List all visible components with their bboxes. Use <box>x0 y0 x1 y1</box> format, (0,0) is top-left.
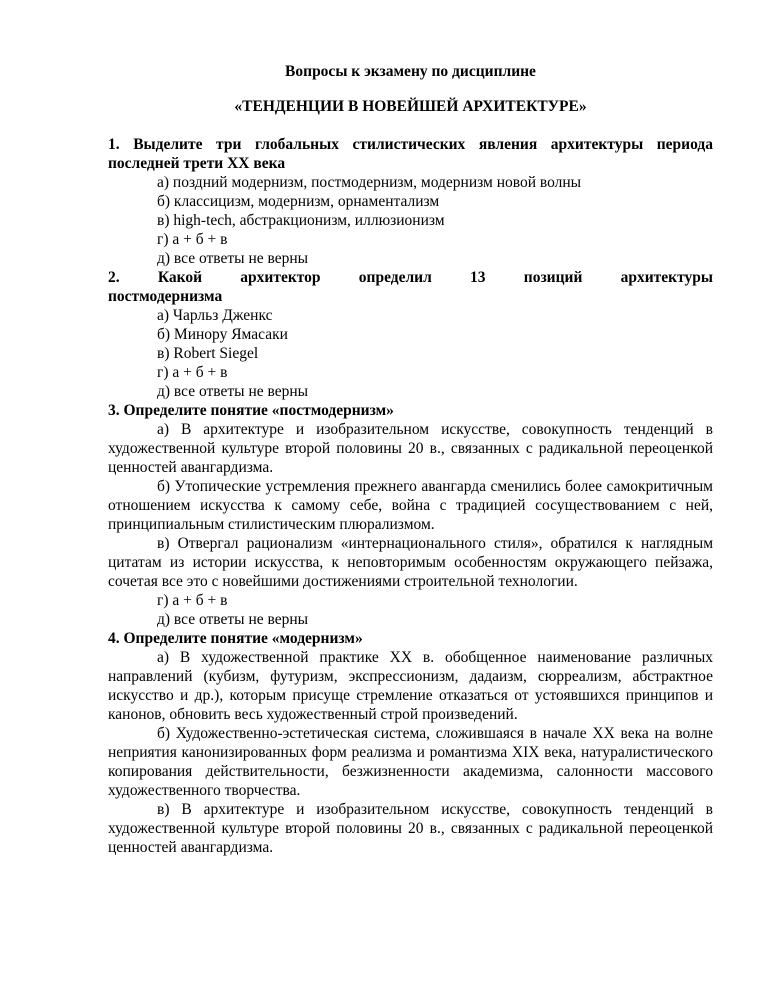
document-heading: Вопросы к экзамену по дисциплине <box>285 63 536 80</box>
question-2-title-line-1: 2. Какой архитектор определил 13 позиций архитектуры <box>108 269 713 286</box>
question-3-option-b: б) Утопические устремления прежнего авангарда сменились более самокритичным отношением искусства к самому себе, война с традицией сосуществованием с ней, принципиальным стилистическим плюрализмом. <box>108 478 713 533</box>
question-1-title: 1. Выделите три глобальных стилистических явления архитектуры периода последней трети XX века <box>108 136 713 172</box>
question-2-option-c: в) Robert Siegel <box>157 345 259 362</box>
question-1-option-a: а) поздний модернизм, постмодернизм, модернизм новой волны <box>157 174 582 191</box>
question-2-option-a: а) Чарльз Дженкс <box>157 307 273 324</box>
question-2-option-d: г) а + б + в <box>157 364 228 381</box>
question-2-title <box>108 268 713 306</box>
question-1-option-d: г) а + б + в <box>157 231 228 248</box>
question-1-option-c: в) high-tech, абстракционизм, иллюзионизм <box>157 212 445 229</box>
question-2-title-line-2: постмодернизма <box>108 288 223 305</box>
question-1-option-b: б) классицизм, модернизм, орнаментализм <box>157 193 440 210</box>
question-4-option-a: а) В художественной практике XX в. обобщенное наименование различных направлений (кубизм, футуризм, экспрессионизм, дадаизм, сюрреализм, абстрактное искусство и др.), которым присуще стремление отказаться от устоявшихся принципов и канонов, обновить весь художественный строй произведений. <box>108 649 713 723</box>
exam-questions <box>108 62 713 857</box>
question-1-option-e: д) все ответы не верны <box>157 250 309 267</box>
question-3-title: 3. Определите понятие «постмодернизм» <box>108 402 394 419</box>
question-2-option-e: д) все ответы не верны <box>157 383 309 400</box>
question-2-option-b: б) Минору Ямасаки <box>157 326 288 343</box>
question-3-option-d: г) а + б + в <box>157 592 228 609</box>
question-3-option-e: д) все ответы не верны <box>157 611 309 628</box>
question-3-option-a: а) В архитектуре и изобразительном искусстве, совокупность тенденций в художественной культуре второй половины 20 в., связанных с радикальной переоценкой ценностей авангардизма. <box>108 421 713 476</box>
question-4-title: 4. Определите понятие «модернизм» <box>108 630 363 647</box>
question-3-option-c: в) Отвергал рационализм «интернационального стиля», обратился к наглядным цитатам из истории искусства, к неповторимым особенностям окружающего пейзажа, сочетая все это с новейшими достижениями строительной технологии. <box>108 535 713 590</box>
question-4-option-b: б) Художественно-эстетическая система, сложившаяся в начале XX века на волне неприятия канонизированных форм реализма и романтизма XIX века, натуралистического копирования действительности, безжизненности академизма, салонности массового художественного творчества. <box>108 725 713 799</box>
question-4-option-c: в) В архитектуре и изобразительном искусстве, совокупность тенденций в художественной культуре второй половины 20 в., связанных с радикальной переоценкой ценностей авангардизма. <box>108 801 713 856</box>
discipline-title: «ТЕНДЕНЦИИ В НОВЕЙШЕЙ АРХИТЕКТУРЕ» <box>234 98 587 115</box>
